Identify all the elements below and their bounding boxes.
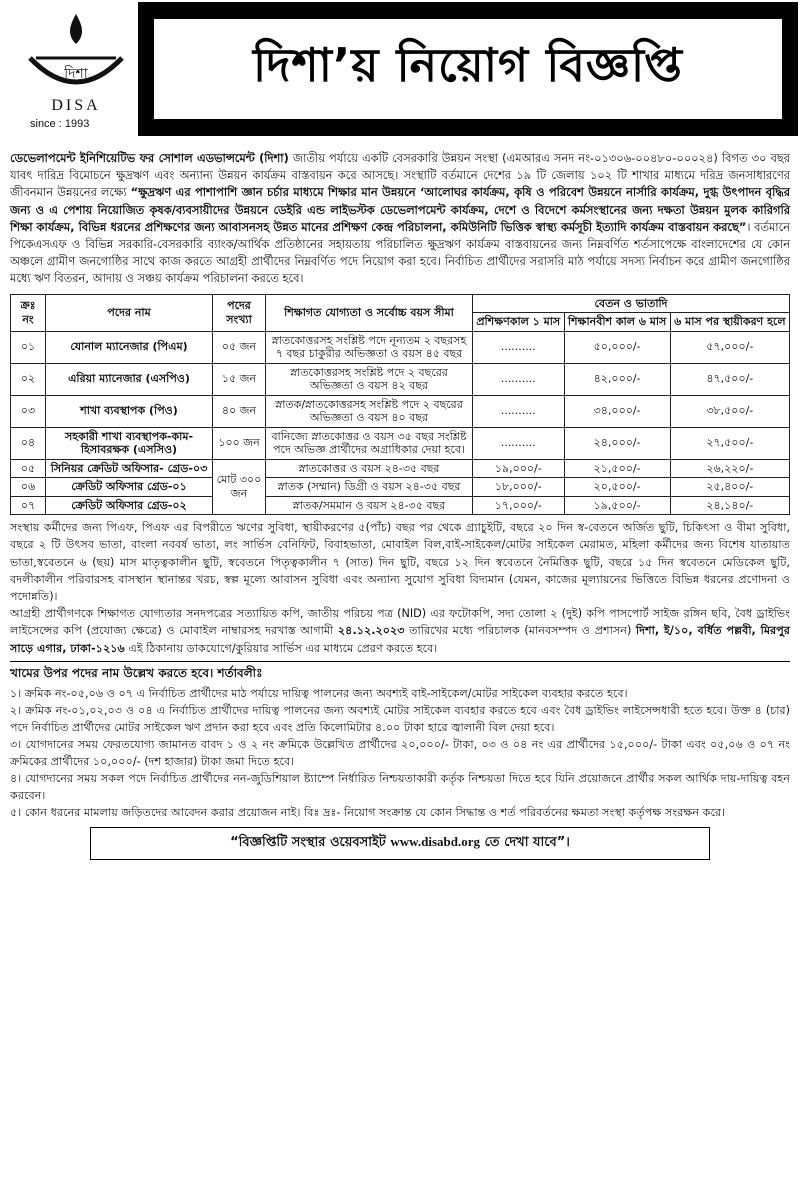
table-row xyxy=(11,395,790,427)
row-training: .......... xyxy=(473,363,565,395)
table-row xyxy=(11,459,790,478)
col-salary: বেতন ও ভাতাদি xyxy=(473,294,790,313)
apply-mid: তারিখের মধ্যে পরিচালক (মানবসম্পদ ও প্রশাসন) xyxy=(409,624,632,638)
row-qualification: স্নাতক/সমমান ও বয়স ২৪-৩৫ বছর xyxy=(266,496,473,515)
row-post: ক্রেডিট অফিসার গ্রেড-০২ xyxy=(46,496,213,515)
office-address: দিশা, ই/১০, বর্ধিত পল্লবী, মিরপুর সাড়ে এগার, ঢাকা-১২১৬ xyxy=(10,624,790,655)
col-training: প্রশিক্ষণকাল ১ মাস xyxy=(473,313,565,332)
table-row xyxy=(11,478,790,497)
term-item: ১। ক্রমিক নং-০৫,০৬ ও ০৭ এ নির্বাচিত প্রার্থীদের মাঠ পর্যায়ে দায়িত্ব পালনের জন্য অবশ্যই বাই-সাইকেল/মোটর সাইকেল ব্যবহার করতে হবে। xyxy=(10,686,628,700)
term-item: ৫। কোন ধরনের মামলায় জড়িতদের আবেদন করার প্রয়োজন নাই। বিঃ দ্রঃ- নিয়োগ সংক্রান্ত যে কোন সিদ্ধান্ত ও শর্ত পরিবর্তনের ক্ষমতা সংস্থা কর্তৃপক্ষ সংরক্ষন করে। xyxy=(10,805,726,819)
row-count: ৪০ জন xyxy=(213,395,266,427)
row-permanent: ৫৭,০০০/- xyxy=(670,331,789,363)
table-row xyxy=(11,331,790,363)
row-post: ক্রেডিট অফিসার গ্রেড-০১ xyxy=(46,478,213,497)
row-qualification: স্নাতক/স্নাতকোত্তরসহ সংশ্লিষ্ট পদে ২ বছরের অভিজ্ঞতা ও বয়স ৪০ বছর xyxy=(266,395,473,427)
intro-text-1: জাতীয় পর্যায়ে একটি বেসরকারি উন্নয়ন সংস্থা (এমআরএ সনদ নং-০১৩০৬-০০৪৮০-০০০২৪) বিগত ৩০ বছর যাবৎ দারিদ্র বিমোচনে ক্ষুদ্রঋণ এবং অন্যান্য উন্নয়ন কার্যক্রম বাস্তবায়ন করে আসছে। সংস্থাটি বর্তমানে দেশের ১৯ টি জেলায় ১০২ টি শাখার মাধ্যমে দরিদ্র জনসাধারণের জীবনমান উন্নয়নের লক্ষ্যে xyxy=(10,151,790,200)
row-count: ১৫ জন xyxy=(213,363,266,395)
row-probation: ৫০,০০০/- xyxy=(564,331,670,363)
apply-suffix: এই ঠিকানায় ডাকযোগে/কুরিয়ার সার্ভিস এর মাধ্যমে প্রেরণ করতে হবে। xyxy=(128,641,438,655)
row-post: সিনিয়র ক্রেডিট অফিসার- গ্রেড-০৩ xyxy=(46,459,213,478)
row-probation: ১৯,৫০০/- xyxy=(564,496,670,515)
row-count-merged: মোট ৩০০ জন xyxy=(213,459,266,515)
row-serial: ০১ xyxy=(11,331,46,363)
row-permanent: ২৭,৫০০/- xyxy=(670,427,789,459)
col-probation: শিক্ষানবীশ কাল ৬ মাস xyxy=(564,313,670,332)
row-permanent: ৪৭,৫০০/- xyxy=(670,363,789,395)
term-item: ২। ক্রমিক নং-০১,০২,০৩ ও ০৪ এ নির্বাচিত প্রার্থীদের দায়িত্ব পালনের জন্য অবশ্যই মোটর সাইকেল ব্যবহার করতে হবে এবং বৈধ ড্রাইভিং লাইসেন্সধারী হতে হবে। উক্ত ৪ (চার) পদে নির্বাচিত প্রার্থীদের মোটর সাইকেল ঋণ প্রদান করা হবে এবং প্রতি কিলোমিটার ৪.০০ টাকা হারে জ্বালানী বিল দেয়া হবে। xyxy=(10,703,790,734)
row-permanent: ২৪,১৪০/- xyxy=(670,496,789,515)
row-post: এরিয়া ম্যানেজার (এসপিও) xyxy=(46,363,213,395)
deadline-date: ২৪.১২.২০২৩ xyxy=(337,624,405,638)
apply-instructions: আগ্রহী প্রার্থীগণকে শিক্ষাগত যোগ্যতার সনদপত্রের সত্যায়িত কপি, জাতীয় পরিচয় পত্র (NID) এর ফটোকপি, সদ্য তোলা ২ (দুই) কপি পাসপোর্ট সাইজ রঙ্গিন ছবি, বৈধ ড্রাইভিং লাইসেন্সের কপি (প্রযোজ্য ক্ষেত্রে) ও মোবাইল নাম্বারসহ দরখাস্ত আগামী xyxy=(10,607,790,638)
benefits-text: সংস্থায় কর্মীদের জন্য পিএফ, পিএফ এর বিপরীতে ঋণের সুবিধা, স্থায়ীকরণের ৫(পাঁচ) বছর পর থেকে গ্র্যাচুইটি, বছরে ২০ দিন স্ব-বেতনে অর্জিত ছুটি, চিকিৎসা ও বীমা সুবিধা, বছরে ২ টি উৎসব ভাতা, বাংলা নববর্ষ ভাতা, লং সার্ভিস বেনিফিট, বিবাহভাতা, মোবাইল বিল,বাই-সাইকেল/মোটর সাইকেল মেরামত, মহিলা কর্মীদের জন্য বিশেষ যাতায়াত ভাতা,স্ববেতনে ৬ (ছয়) মাস মাতৃত্বকালীন ছুটি, স্ববেতনে পিতৃত্বকালীন ৭ (সাত) দিন ছুটি, বছরে ১২ দিন স্ববেতনে নৈমিত্তিক ছুটি, বছরে ১৫ দিন স্ববেতনে মেডিকেল ছুটি, বদলীকালীন পরিবারসহ বাসস্থান স্থানান্তর খরচ, স্বল্প মূল্যে আবাসন সুবিধা এবং অন্যান্য সুযোগ সুবিধা বিদ্যমান (যেমন, কাজের মূল্যায়নের ভিত্তিতে বিভিন্ন ধরনের প্রণোদনা ও পদোন্নতি)। xyxy=(10,521,790,603)
terms-list xyxy=(10,685,790,821)
row-training: .......... xyxy=(473,395,565,427)
intro-programs: “ক্ষুদ্রঋণ এর পাশাপাশি জ্ঞান চর্চার মাধ্যমে শিক্ষার মান উন্নয়নে ‘আলোঘর কার্যক্রম, কৃষি ও পরিবেশ উন্নয়নে নার্সারি কার্যক্রম, দুগ্ধ উৎপাদন বৃদ্ধির জন্য ও এ পেশায় নিয়োজিত কৃষক/ব্যবসায়ীদের উন্নয়নে ডেইরি এন্ড লাইভস্টক ডেভেলাপমেন্ট কার্যক্রম, দেশে ও বিদেশে কর্মসংস্থানের জন্য দক্ষতা উন্নয়ন মুলক কারিগরি শিক্ষা কার্যক্রম, বিভিন্ন ধরনের প্রশিক্ষণের জন্য আবাসনসহ উন্নত মানের প্রশিক্ষণ কেন্দ্র পরিচালনা, কমিউনিটি ভিত্তিক স্বাস্থ্য কর্মসূচী ইত্যাদি কার্যক্রম বাস্তবায়ন করছে” xyxy=(10,185,790,234)
row-serial: ০৬ xyxy=(11,478,46,497)
row-training: .......... xyxy=(473,331,565,363)
since-year: since : 1993 xyxy=(30,118,90,130)
disa-lamp-logo xyxy=(16,6,136,116)
table-row xyxy=(11,363,790,395)
row-count: ১০০ জন xyxy=(213,427,266,459)
row-qualification: বানিজ্যে স্নাতকোত্তর ও বয়স ৩৫ বছর সংশ্লিষ্ট পদে অভিজ্ঞ প্রার্থীদের অগ্রাধিকার দেয়া হবে। xyxy=(266,427,473,459)
row-post: যোনাল ম্যানেজার (পিএম) xyxy=(46,331,213,363)
row-serial: ০৭ xyxy=(11,496,46,515)
row-training: ১৮,০০০/- xyxy=(473,478,565,497)
header xyxy=(10,0,790,140)
row-serial: ০২ xyxy=(11,363,46,395)
row-training: ১৯,০০০/- xyxy=(473,459,565,478)
row-training: .......... xyxy=(473,427,565,459)
table-row xyxy=(11,496,790,515)
col-permanent: ৬ মাস পর স্থায়ীকরণ হলে xyxy=(670,313,789,332)
page-title: দিশা’য় নিয়োগ বিজ্ঞপ্তি xyxy=(154,19,782,119)
benefits-paragraph xyxy=(10,519,790,657)
row-post: সহকারী শাখা ব্যবস্থাপক-কাম- হিসাবরক্ষক (এসসিও) xyxy=(46,427,213,459)
row-probation: ২৪,০০০/- xyxy=(564,427,670,459)
website-link[interactable]: www.disabd.org xyxy=(390,833,480,849)
row-probation: ৪২,০০০/- xyxy=(564,363,670,395)
row-post: শাখা ব্যবস্থাপক (পিও) xyxy=(46,395,213,427)
row-permanent: ২৬,২২০/- xyxy=(670,459,789,478)
row-serial: ০৪ xyxy=(11,427,46,459)
logo-text: দিশা xyxy=(64,66,88,82)
intro-paragraph xyxy=(10,150,790,288)
term-item: ৩। যোগদানের সময় ফেরতযোগ্য জামানত বাবদ ১ ও ২ নং ক্রমিকে উল্লেখিত প্রার্থীদের ২০,০০০/- টাকা, ০৩ ও ০৪ নং এর প্রার্থীদের ১৫,০০০/- টাকা এবং ০৫,০৬ ও ০৭ নং ক্রমিকের প্রার্থীদের ১০,০০০/- (দশ হাজার) টাকা জমা দিতে হবে। xyxy=(10,737,790,768)
row-training: ১৭,০০০/- xyxy=(473,496,565,515)
terms-heading: খামের উপর পদের নাম উল্লেখ করতে হবে। শর্তাবলীঃ xyxy=(10,661,790,685)
row-permanent: ২৫,৪০০/- xyxy=(670,478,789,497)
term-item: ৪। যোগদানের সময় সকল পদে নির্বাচিত প্রার্থীদের নন-জুডিশিয়াল ষ্ট্যাম্পে নির্ধারিত নিশ্চয়তাকারী কর্তৃক নিশ্চয়তা দিতে হবে যিনি প্রয়োজনে প্রার্থীর সকল আর্থিক দায়-দায়িত্ব বহন করবেন। xyxy=(10,771,790,802)
row-permanent: ৩৮,৫০০/- xyxy=(670,395,789,427)
col-qualification: শিক্ষাগত যোগ্যতা ও সর্বোচ্চ বয়স সীমা xyxy=(266,294,473,331)
col-post: পদের নাম xyxy=(46,294,213,331)
row-qualification: স্নাতকোত্তরসহ সংশ্লিষ্ট পদে ২ বছরের অভিজ্ঞতা ও বয়স ৪২ বছর xyxy=(266,363,473,395)
row-probation: ২০,৫০০/- xyxy=(564,478,670,497)
website-notice xyxy=(90,827,710,860)
logo-sub: DISA xyxy=(51,97,101,114)
row-count: ০৫ জন xyxy=(213,331,266,363)
row-serial: ০৩ xyxy=(11,395,46,427)
table-row xyxy=(11,427,790,459)
org-name: ডেভেলাপমেন্ট ইনিশিয়েটিভ ফর সোশাল এডভান্সমেন্ট (দিশা) xyxy=(10,151,289,165)
row-qualification: স্নাতকোত্তর ও বয়স ২৪-৩৫ বছর xyxy=(266,459,473,478)
col-serial: ক্রঃ নং xyxy=(11,294,46,331)
intro-text-2: । বর্তমানে পিকেএসএফ ও বিভিন্ন সরকারি-বেসরকারি ব্যাংক/আর্থিক প্রতিষ্ঠানের সহায়তায় পরিচালিত ক্ষুদ্রঋণ কার্যক্রম বাস্তবায়নের জন্য নিম্নবর্ণিত শর্তসাপেক্ষে বাংলাদেশের যে কোন অঞ্চলে গ্রামীণ জনগোষ্ঠির সাথে কাজ করতে আগ্রহী প্রার্থীদের নিম্নবর্ণিত পদে নিয়োগ করা হবে। নির্বাচিত প্রার্থীদের সরাসরি মাঠ পর্যায়ে সদস্য নির্বাচন করে গ্রামীণ জনগোষ্ঠির মধ্যে ঋণ বিতরন, আদায় ও সঞ্চয় কার্যক্রম পরিচালনা করতে হবে। xyxy=(10,219,790,286)
row-probation: ৩৪,০০০/- xyxy=(564,395,670,427)
vacancy-table xyxy=(10,294,790,516)
col-count: পদের সংখ্যা xyxy=(213,294,266,331)
row-serial: ০৫ xyxy=(11,459,46,478)
footer-prefix: “বিজ্ঞপ্তিটি সংস্থার ওয়েবসাইট xyxy=(230,834,386,850)
title-banner xyxy=(138,2,798,136)
footer-suffix: তে দেখা যাবে”। xyxy=(484,834,570,850)
row-qualification: স্নাতক (সম্মান) ডিগ্রী ও বয়স ২৪-৩৫ বছর xyxy=(266,478,473,497)
row-qualification: স্নাতকোত্তরসহ সংশ্লিষ্ট পদে নূন্যতম ২ বছরসহ ৭ বছর চাকুরীর অভিজ্ঞতা ও বয়স ৪৫ বছর xyxy=(266,331,473,363)
row-probation: ২১,৫০০/- xyxy=(564,459,670,478)
